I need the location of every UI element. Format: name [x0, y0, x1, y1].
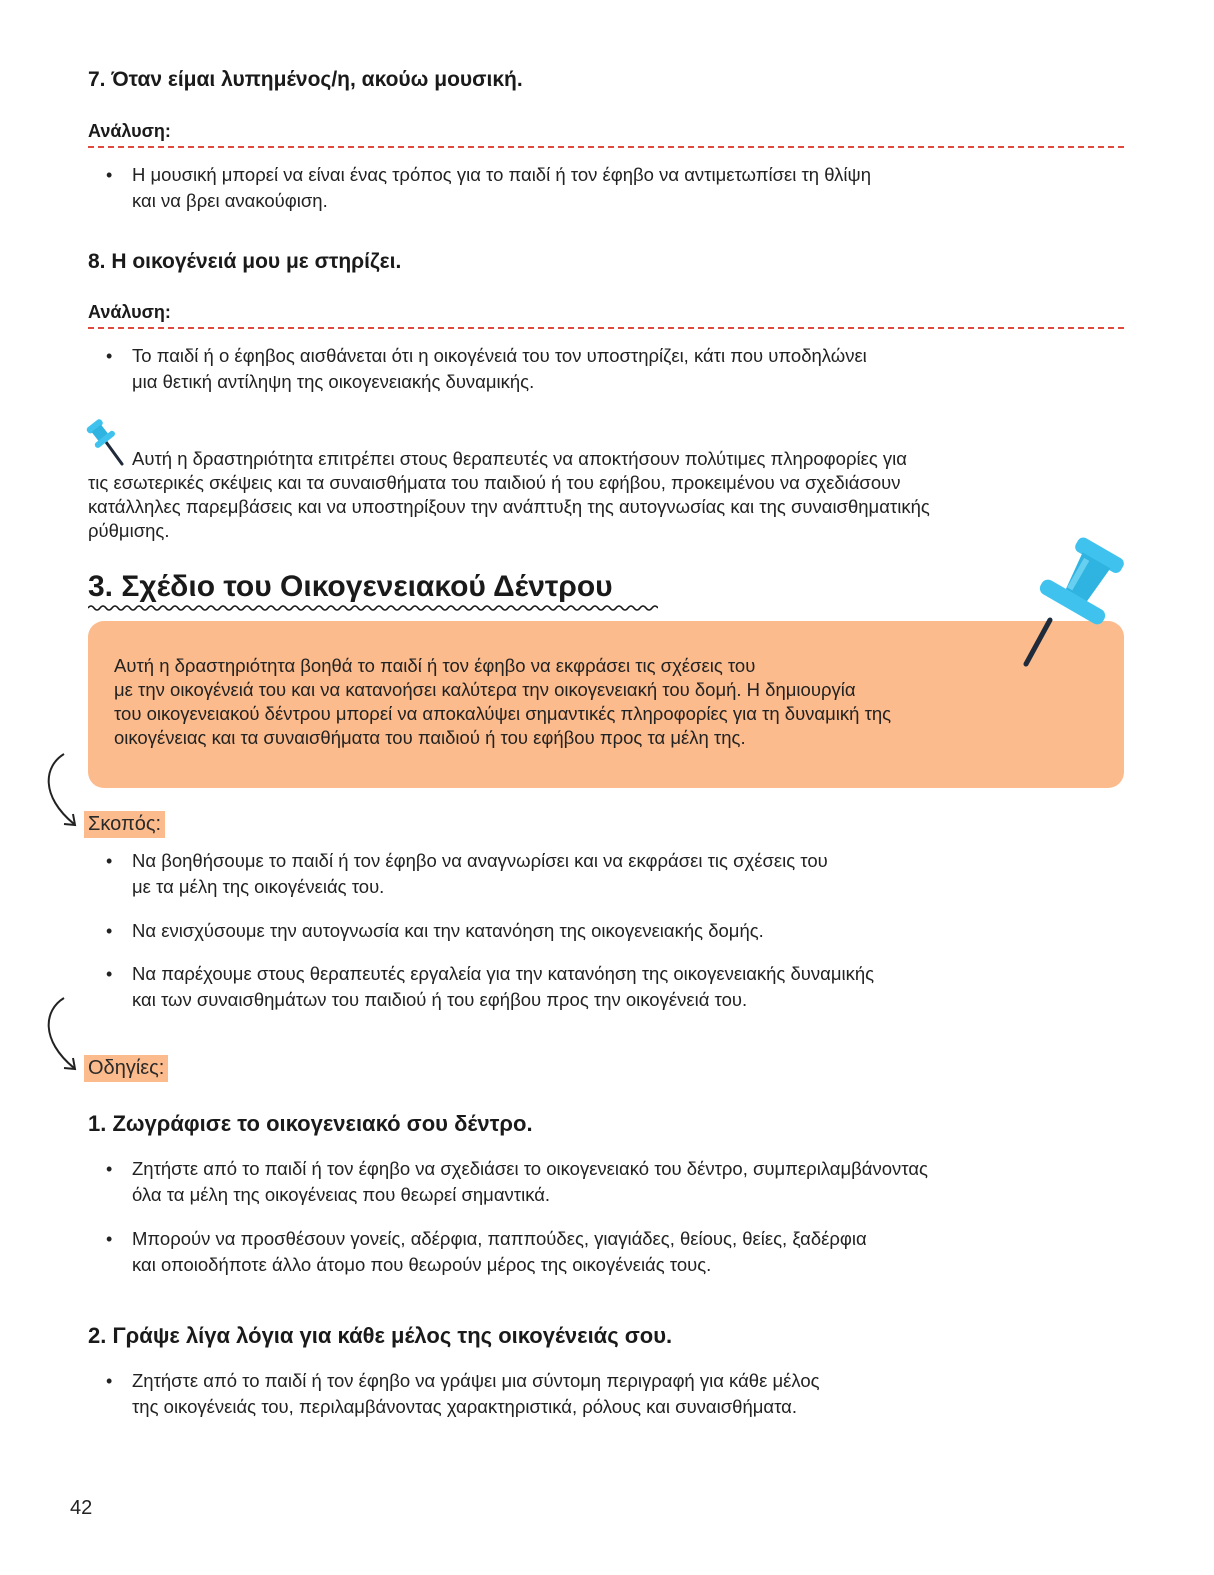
- intro-text: Αυτή η δραστηριότητα βοηθά το παιδί ή τον έφηβο να εκφράσει τις σχέσεις του με την οικογένειά του και να κατανοήσει καλύτερα την οικογενειακή του δομή. Η δημιουργία του οικογενειακού δέντρου μπορεί να αποκαλύψει σημαντικές πληροφορίες για τη δυναμική της οικογένειας και τα συναισθήματα του παιδιού ή του εφήβου προς τα μέλη της.: [114, 655, 892, 748]
- dashed-divider: [88, 327, 1124, 329]
- dashed-divider: [88, 146, 1124, 148]
- curved-arrow-icon: [40, 752, 84, 832]
- heading-underline: [88, 604, 658, 612]
- list-item: • Μπορούν να προσθέσουν γονείς, αδέρφια, παππούδες, γιαγιάδες, θείους, θείες, ξαδέρφια και οποιοδήποτε άλλο άτομο που θεωρούν μέρος της οικογένειάς τους.: [106, 1228, 867, 1275]
- curved-arrow-icon: [40, 996, 84, 1076]
- list-item: • Να ενισχύσουμε την αυτογνωσία και την κατανόηση της οικογενειακής δομής.: [106, 920, 764, 941]
- step-2-title: 2. Γράψε λίγα λόγια για κάθε μέλος της οικογένειάς σου.: [88, 1323, 673, 1348]
- list-item: • Η μουσική μπορεί να είναι ένας τρόπος για το παιδί ή τον έφηβο να αντιμετωπίσει τη θλίψη και να βρει ανακούφιση.: [106, 164, 871, 211]
- section-heading: 3. Σχέδιο του Οικογενειακού Δέντρου: [88, 570, 613, 603]
- large-pushpin-icon: [1010, 534, 1140, 674]
- list-item: • Ζητήστε από το παιδί ή τον έφηβο να γράψει μια σύντομη περιγραφή για κάθε μέλος της οικογένειάς του, περιλαμβάνοντας χαρακτηριστικά, ρόλους και συναισθήματα.: [106, 1370, 820, 1417]
- list-item: • Το παιδί ή ο έφηβος αισθάνεται ότι η οικογένειά του τον υποστηρίζει, κάτι που υποδηλώνει μια θετική αντίληψη της οικογενειακής δυναμικής.: [106, 345, 867, 392]
- list-item: • Να βοηθήσουμε το παιδί ή τον έφηβο να αναγνωρίσει και να εκφράσει τις σχέσεις του με τα μέλη της οικογένειάς του.: [106, 850, 828, 897]
- instructions-label: Οδηγίες:: [84, 1055, 168, 1082]
- list-item: • Να παρέχουμε στους θεραπευτές εργαλεία για την κατανόηση της οικογενειακής δυναμικής και των συναισθημάτων του παιδιού ή του εφήβου προς την οικογένειά του.: [106, 963, 875, 1010]
- question-7-title: 7. Όταν είμαι λυπημένος/η, ακούω μουσική.: [88, 68, 523, 91]
- analysis-label: Ανάλυση:: [88, 121, 171, 141]
- page-number: 42: [70, 1497, 93, 1519]
- note-text: Αυτή η δραστηριότητα επιτρέπει στους θεραπευτές να αποκτήσουν πολύτιμες πληροφορίες για τις εσωτερικές σκέψεις και τα συναισθήματα του παιδιού ή του εφήβου, προκειμένου να σχεδιάσουν κατάλληλες παρεμβάσεις και να υποστηρίξουν την ανάπτυξη της αυτογνωσίας και της συναισθηματικής ρύθμισης.: [88, 448, 930, 541]
- step-1-title: 1. Ζωγράφισε το οικογενειακό σου δέντρο.: [88, 1111, 533, 1136]
- analysis-label: Ανάλυση:: [88, 302, 171, 322]
- list-item: • Ζητήστε από το παιδί ή τον έφηβο να σχεδιάσει το οικογενειακό του δέντρο, συμπεριλαμβάνοντας όλα τα μέλη της οικογένειας που θεωρεί σημαντικά.: [106, 1158, 928, 1205]
- question-8-title: 8. Η οικογένειά μου με στηρίζει.: [88, 250, 402, 273]
- purpose-label: Σκοπός:: [84, 811, 165, 838]
